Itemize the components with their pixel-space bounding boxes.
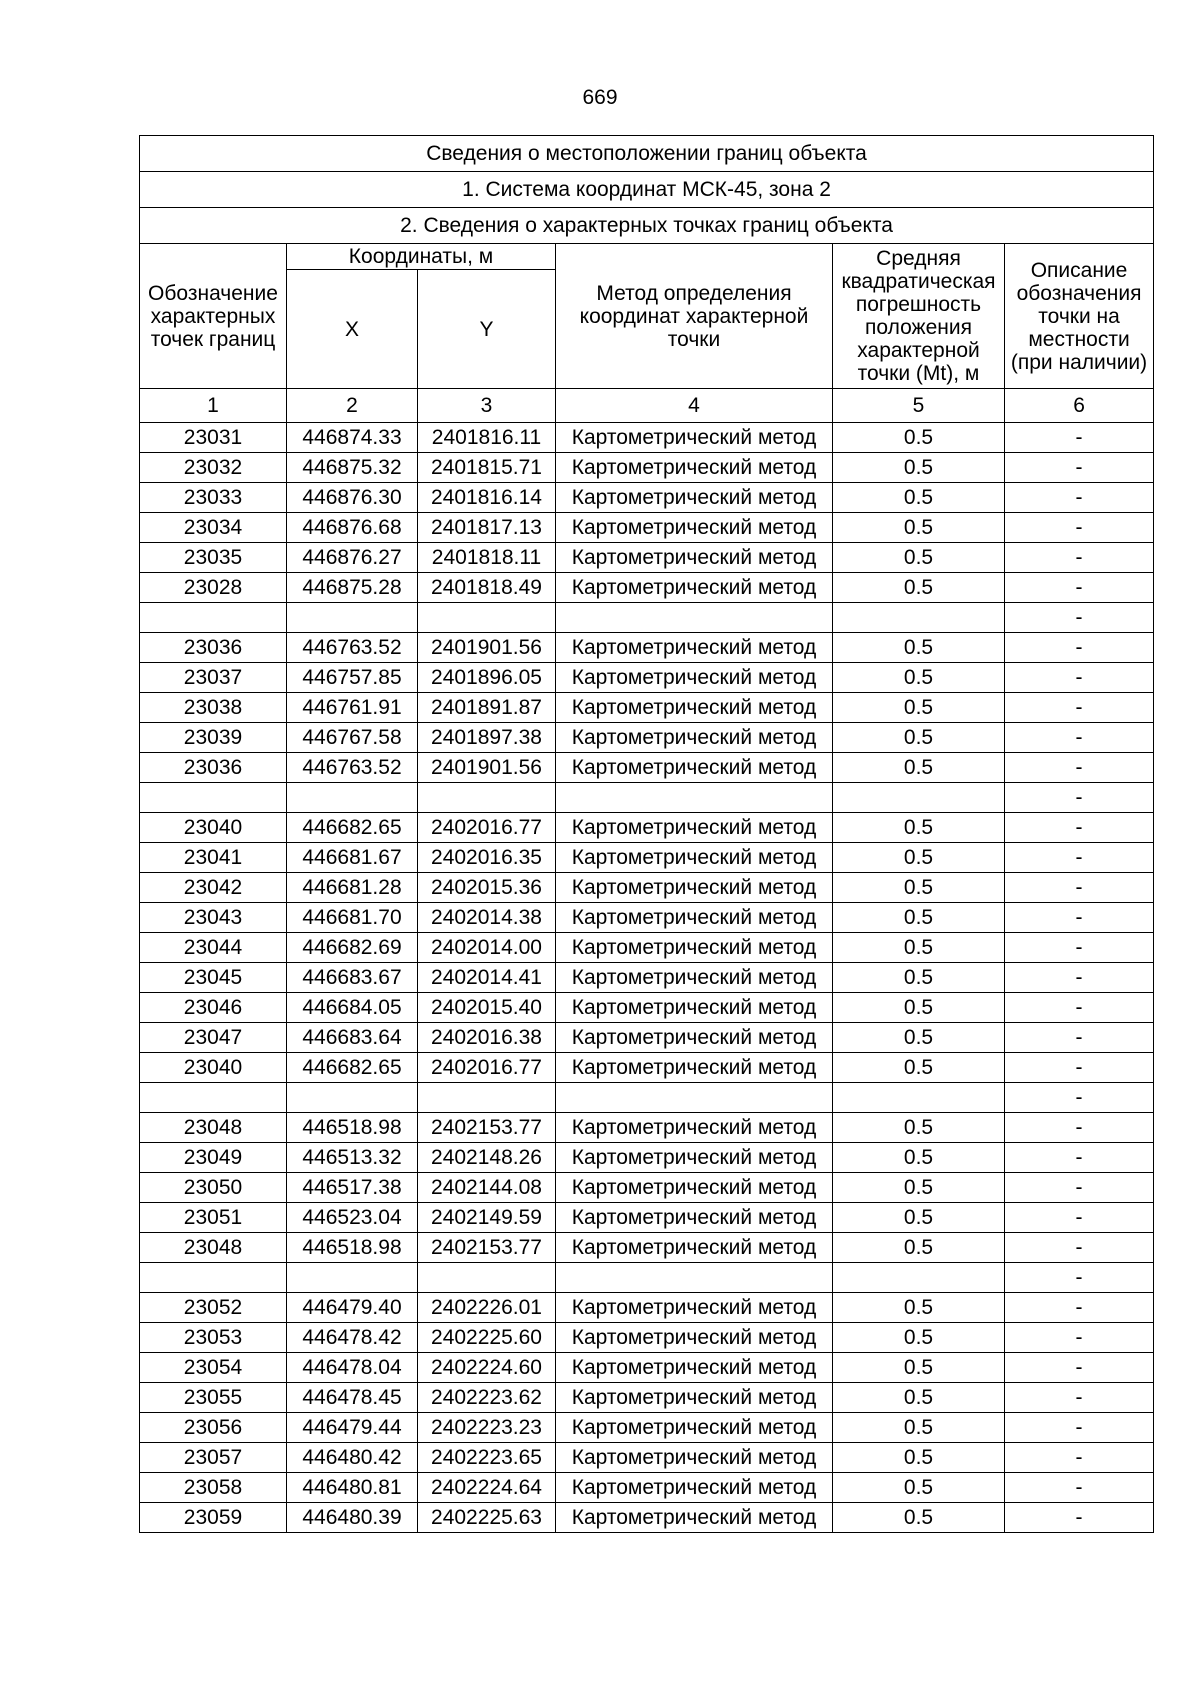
- cell-description: -: [1005, 573, 1154, 603]
- table-row: [140, 483, 1154, 513]
- cell-x: 446517.38: [287, 1173, 418, 1203]
- cell-method: [556, 1083, 833, 1113]
- cell-y: 2402016.38: [418, 1023, 556, 1053]
- cell-x: [287, 1083, 418, 1113]
- cell-x: 446683.64: [287, 1023, 418, 1053]
- cell-method: Картометрический метод: [556, 1353, 833, 1383]
- cell-point-id: [140, 1263, 287, 1293]
- table-row: [140, 843, 1154, 873]
- cell-error: 0.5: [833, 1443, 1005, 1473]
- cell-method: Картометрический метод: [556, 513, 833, 543]
- cell-point-id: 23034: [140, 513, 287, 543]
- cell-description: -: [1005, 903, 1154, 933]
- cell-error: 0.5: [833, 993, 1005, 1023]
- cell-point-id: 23047: [140, 1023, 287, 1053]
- cell-y: 2402223.65: [418, 1443, 556, 1473]
- cell-y: 2401901.56: [418, 753, 556, 783]
- cell-method: Картометрический метод: [556, 873, 833, 903]
- cell-error: 0.5: [833, 843, 1005, 873]
- table-row: [140, 633, 1154, 663]
- cell-point-id: 23045: [140, 963, 287, 993]
- cell-y: 2402016.77: [418, 1053, 556, 1083]
- cell-method: Картометрический метод: [556, 933, 833, 963]
- cell-method: Картометрический метод: [556, 843, 833, 873]
- table-row: [140, 453, 1154, 483]
- cell-method: Картометрический метод: [556, 453, 833, 483]
- cell-x: 446478.42: [287, 1323, 418, 1353]
- column-number: 3: [418, 389, 556, 423]
- cell-method: Картометрический метод: [556, 753, 833, 783]
- cell-x: 446479.44: [287, 1413, 418, 1443]
- cell-y: 2402148.26: [418, 1143, 556, 1173]
- cell-point-id: 23031: [140, 423, 287, 453]
- cell-description: -: [1005, 993, 1154, 1023]
- cell-method: Картометрический метод: [556, 1443, 833, 1473]
- cell-method: Картометрический метод: [556, 1053, 833, 1083]
- cell-error: 0.5: [833, 573, 1005, 603]
- cell-error: [833, 603, 1005, 633]
- cell-error: 0.5: [833, 1503, 1005, 1533]
- cell-y: 2401818.11: [418, 543, 556, 573]
- cell-description: -: [1005, 1203, 1154, 1233]
- cell-error: 0.5: [833, 483, 1005, 513]
- cell-y: 2402223.62: [418, 1383, 556, 1413]
- cell-error: [833, 1263, 1005, 1293]
- cell-point-id: 23035: [140, 543, 287, 573]
- cell-x: 446681.28: [287, 873, 418, 903]
- table-row: [140, 423, 1154, 453]
- cell-method: Картометрический метод: [556, 663, 833, 693]
- table-row: [140, 1083, 1154, 1113]
- cell-method: Картометрический метод: [556, 1323, 833, 1353]
- cell-description: -: [1005, 723, 1154, 753]
- cell-method: [556, 783, 833, 813]
- table-row: [140, 1353, 1154, 1383]
- cell-method: Картометрический метод: [556, 483, 833, 513]
- table-row: [140, 903, 1154, 933]
- table-row: [140, 1023, 1154, 1053]
- cell-y: 2402144.08: [418, 1173, 556, 1203]
- cell-description: -: [1005, 663, 1154, 693]
- cell-error: 0.5: [833, 1203, 1005, 1233]
- cell-x: 446478.45: [287, 1383, 418, 1413]
- cell-x: 446681.70: [287, 903, 418, 933]
- cell-point-id: 23033: [140, 483, 287, 513]
- cell-y: 2401891.87: [418, 693, 556, 723]
- cell-error: 0.5: [833, 1053, 1005, 1083]
- cell-x: 446875.28: [287, 573, 418, 603]
- cell-method: Картометрический метод: [556, 1023, 833, 1053]
- table-row: [140, 663, 1154, 693]
- cell-description: -: [1005, 1353, 1154, 1383]
- table-row: [140, 1113, 1154, 1143]
- section1-row: [140, 172, 1154, 208]
- cell-description: -: [1005, 1443, 1154, 1473]
- cell-error: 0.5: [833, 813, 1005, 843]
- cell-error: 0.5: [833, 453, 1005, 483]
- cell-x: 446684.05: [287, 993, 418, 1023]
- cell-description: -: [1005, 1383, 1154, 1413]
- cell-error: 0.5: [833, 663, 1005, 693]
- cell-method: Картометрический метод: [556, 1143, 833, 1173]
- table-row: [140, 813, 1154, 843]
- cell-point-id: 23053: [140, 1323, 287, 1353]
- cell-point-id: 23032: [140, 453, 287, 483]
- table-row: [140, 1053, 1154, 1083]
- boundary-points-table: [139, 135, 1154, 1533]
- table-row: [140, 963, 1154, 993]
- cell-method: Картометрический метод: [556, 993, 833, 1023]
- table-row: [140, 873, 1154, 903]
- cell-y: 2401897.38: [418, 723, 556, 753]
- cell-y: [418, 1263, 556, 1293]
- cell-y: 2401815.71: [418, 453, 556, 483]
- table-row: [140, 723, 1154, 753]
- cell-method: Картометрический метод: [556, 903, 833, 933]
- table-row: [140, 1203, 1154, 1233]
- cell-y: 2402224.64: [418, 1473, 556, 1503]
- cell-method: Картометрический метод: [556, 1413, 833, 1443]
- cell-error: 0.5: [833, 1383, 1005, 1413]
- column-number: 4: [556, 389, 833, 423]
- cell-error: 0.5: [833, 753, 1005, 783]
- cell-point-id: 23042: [140, 873, 287, 903]
- cell-x: 446761.91: [287, 693, 418, 723]
- cell-error: 0.5: [833, 1143, 1005, 1173]
- cell-point-id: 23028: [140, 573, 287, 603]
- cell-x: 446479.40: [287, 1293, 418, 1323]
- cell-x: 446513.32: [287, 1143, 418, 1173]
- cell-y: 2402223.23: [418, 1413, 556, 1443]
- cell-x: 446757.85: [287, 663, 418, 693]
- cell-error: 0.5: [833, 1173, 1005, 1203]
- cell-error: 0.5: [833, 1113, 1005, 1143]
- cell-method: Картометрический метод: [556, 1203, 833, 1233]
- cell-description: -: [1005, 633, 1154, 663]
- cell-point-id: 23057: [140, 1443, 287, 1473]
- cell-description: -: [1005, 513, 1154, 543]
- cell-y: 2402014.00: [418, 933, 556, 963]
- cell-description: -: [1005, 543, 1154, 573]
- table-title: Сведения о местоположении границ объекта: [140, 136, 1154, 172]
- table-row: [140, 783, 1154, 813]
- cell-x: 446480.81: [287, 1473, 418, 1503]
- cell-point-id: 23037: [140, 663, 287, 693]
- column-number: 2: [287, 389, 418, 423]
- header-description: Описание обозначения точки на местности (при наличии): [1005, 244, 1154, 389]
- cell-x: 446876.30: [287, 483, 418, 513]
- cell-x: 446518.98: [287, 1113, 418, 1143]
- header-coords: Координаты, м: [287, 244, 556, 270]
- table-row: [140, 1143, 1154, 1173]
- table-row: [140, 603, 1154, 633]
- table-row: [140, 1263, 1154, 1293]
- cell-error: 0.5: [833, 723, 1005, 753]
- cell-x: 446518.98: [287, 1233, 418, 1263]
- cell-x: [287, 783, 418, 813]
- header-y: Y: [418, 270, 556, 389]
- cell-description: -: [1005, 1113, 1154, 1143]
- cell-x: 446874.33: [287, 423, 418, 453]
- cell-point-id: 23039: [140, 723, 287, 753]
- cell-point-id: 23040: [140, 1053, 287, 1083]
- cell-error: 0.5: [833, 423, 1005, 453]
- cell-description: -: [1005, 1323, 1154, 1353]
- column-number: 1: [140, 389, 287, 423]
- cell-method: Картометрический метод: [556, 1293, 833, 1323]
- cell-method: Картометрический метод: [556, 1473, 833, 1503]
- header-x: X: [287, 270, 418, 389]
- cell-point-id: [140, 783, 287, 813]
- cell-y: 2401896.05: [418, 663, 556, 693]
- cell-y: [418, 603, 556, 633]
- cell-description: -: [1005, 483, 1154, 513]
- cell-error: 0.5: [833, 513, 1005, 543]
- cell-method: Картометрический метод: [556, 573, 833, 603]
- cell-y: [418, 1083, 556, 1113]
- cell-x: 446682.69: [287, 933, 418, 963]
- cell-y: [418, 783, 556, 813]
- table-row: [140, 693, 1154, 723]
- cell-description: -: [1005, 1413, 1154, 1443]
- cell-y: 2402016.35: [418, 843, 556, 873]
- cell-point-id: 23058: [140, 1473, 287, 1503]
- cell-error: 0.5: [833, 963, 1005, 993]
- cell-error: 0.5: [833, 933, 1005, 963]
- cell-description: -: [1005, 933, 1154, 963]
- cell-error: 0.5: [833, 1023, 1005, 1053]
- cell-point-id: 23044: [140, 933, 287, 963]
- coordinate-system-title: 1. Система координат МСК-45, зона 2: [140, 172, 1154, 208]
- table-row: [140, 1413, 1154, 1443]
- cell-point-id: 23050: [140, 1173, 287, 1203]
- cell-y: 2402225.63: [418, 1503, 556, 1533]
- cell-x: [287, 603, 418, 633]
- cell-method: Картометрический метод: [556, 423, 833, 453]
- table-row: [140, 753, 1154, 783]
- cell-method: Картометрический метод: [556, 723, 833, 753]
- cell-error: 0.5: [833, 1413, 1005, 1443]
- cell-y: 2401818.49: [418, 573, 556, 603]
- cell-description: -: [1005, 813, 1154, 843]
- cell-method: [556, 603, 833, 633]
- cell-description: -: [1005, 753, 1154, 783]
- cell-description: -: [1005, 1023, 1154, 1053]
- cell-y: 2402014.38: [418, 903, 556, 933]
- cell-description: -: [1005, 963, 1154, 993]
- cell-error: 0.5: [833, 1323, 1005, 1353]
- cell-x: 446763.52: [287, 753, 418, 783]
- table-row: [140, 1323, 1154, 1353]
- cell-point-id: 23048: [140, 1113, 287, 1143]
- cell-y: 2401901.56: [418, 633, 556, 663]
- cell-point-id: 23059: [140, 1503, 287, 1533]
- cell-error: 0.5: [833, 633, 1005, 663]
- cell-y: 2402153.77: [418, 1233, 556, 1263]
- cell-point-id: 23054: [140, 1353, 287, 1383]
- cell-point-id: 23038: [140, 693, 287, 723]
- cell-method: Картометрический метод: [556, 1383, 833, 1413]
- cell-error: [833, 1083, 1005, 1113]
- cell-description: -: [1005, 1233, 1154, 1263]
- column-number-row: [140, 389, 1154, 423]
- cell-point-id: [140, 1083, 287, 1113]
- table-row: [140, 573, 1154, 603]
- cell-method: Картометрический метод: [556, 963, 833, 993]
- cell-y: 2402153.77: [418, 1113, 556, 1143]
- cell-y: 2401816.14: [418, 483, 556, 513]
- cell-description: -: [1005, 603, 1154, 633]
- cell-point-id: 23046: [140, 993, 287, 1023]
- cell-description: -: [1005, 693, 1154, 723]
- cell-x: 446683.67: [287, 963, 418, 993]
- header-method: Метод определения координат характерной точки: [556, 244, 833, 389]
- cell-description: -: [1005, 873, 1154, 903]
- cell-x: 446767.58: [287, 723, 418, 753]
- cell-point-id: 23040: [140, 813, 287, 843]
- cell-x: 446876.27: [287, 543, 418, 573]
- cell-y: 2402226.01: [418, 1293, 556, 1323]
- cell-description: -: [1005, 1053, 1154, 1083]
- cell-point-id: 23036: [140, 633, 287, 663]
- cell-x: 446478.04: [287, 1353, 418, 1383]
- cell-method: Картометрический метод: [556, 693, 833, 723]
- section2-row: [140, 208, 1154, 244]
- cell-method: Картометрический метод: [556, 633, 833, 663]
- cell-x: 446682.65: [287, 1053, 418, 1083]
- cell-x: 446480.39: [287, 1503, 418, 1533]
- cell-description: -: [1005, 423, 1154, 453]
- table-row: [140, 993, 1154, 1023]
- cell-point-id: 23056: [140, 1413, 287, 1443]
- cell-description: -: [1005, 783, 1154, 813]
- cell-point-id: 23049: [140, 1143, 287, 1173]
- table-row: [140, 543, 1154, 573]
- cell-description: -: [1005, 1473, 1154, 1503]
- page-number: 669: [582, 86, 618, 109]
- cell-description: -: [1005, 1083, 1154, 1113]
- cell-y: 2402015.40: [418, 993, 556, 1023]
- cell-x: 446681.67: [287, 843, 418, 873]
- cell-point-id: 23036: [140, 753, 287, 783]
- cell-error: [833, 783, 1005, 813]
- cell-y: 2402225.60: [418, 1323, 556, 1353]
- cell-method: Картометрический метод: [556, 543, 833, 573]
- cell-x: 446523.04: [287, 1203, 418, 1233]
- cell-x: [287, 1263, 418, 1293]
- cell-description: -: [1005, 453, 1154, 483]
- cell-point-id: 23055: [140, 1383, 287, 1413]
- cell-method: Картометрический метод: [556, 813, 833, 843]
- cell-description: -: [1005, 843, 1154, 873]
- cell-point-id: 23043: [140, 903, 287, 933]
- cell-x: 446763.52: [287, 633, 418, 663]
- header-row-1: [140, 244, 1154, 270]
- cell-x: 446875.32: [287, 453, 418, 483]
- table-row: [140, 1383, 1154, 1413]
- cell-method: Картометрический метод: [556, 1173, 833, 1203]
- cell-y: 2402149.59: [418, 1203, 556, 1233]
- cell-y: 2402224.60: [418, 1353, 556, 1383]
- cell-error: 0.5: [833, 1233, 1005, 1263]
- header-point: Обозначение характерных точек границ: [140, 244, 287, 389]
- column-number: 6: [1005, 389, 1154, 423]
- cell-error: 0.5: [833, 1293, 1005, 1323]
- table-row: [140, 1473, 1154, 1503]
- cell-description: -: [1005, 1263, 1154, 1293]
- cell-y: 2402016.77: [418, 813, 556, 843]
- cell-description: -: [1005, 1173, 1154, 1203]
- cell-x: 446480.42: [287, 1443, 418, 1473]
- cell-error: 0.5: [833, 1473, 1005, 1503]
- cell-method: [556, 1263, 833, 1293]
- cell-error: 0.5: [833, 903, 1005, 933]
- cell-point-id: 23048: [140, 1233, 287, 1263]
- cell-y: 2401817.13: [418, 513, 556, 543]
- table-row: [140, 1293, 1154, 1323]
- table-body: [140, 136, 1154, 1533]
- table-row: [140, 1173, 1154, 1203]
- cell-method: Картометрический метод: [556, 1113, 833, 1143]
- cell-error: 0.5: [833, 1353, 1005, 1383]
- cell-error: 0.5: [833, 543, 1005, 573]
- table-row: [140, 933, 1154, 963]
- table-row: [140, 1443, 1154, 1473]
- cell-description: -: [1005, 1503, 1154, 1533]
- cell-y: 2401816.11: [418, 423, 556, 453]
- header-error: Средняя квадратическая погрешность положения характерной точки (Mt), м: [833, 244, 1005, 389]
- cell-description: -: [1005, 1293, 1154, 1323]
- table-row: [140, 1503, 1154, 1533]
- cell-point-id: 23051: [140, 1203, 287, 1233]
- table-row: [140, 1233, 1154, 1263]
- table-title-row: [140, 136, 1154, 172]
- cell-description: -: [1005, 1143, 1154, 1173]
- cell-point-id: 23041: [140, 843, 287, 873]
- cell-y: 2402015.36: [418, 873, 556, 903]
- cell-error: 0.5: [833, 873, 1005, 903]
- cell-method: Картометрический метод: [556, 1233, 833, 1263]
- cell-point-id: 23052: [140, 1293, 287, 1323]
- cell-y: 2402014.41: [418, 963, 556, 993]
- cell-x: 446876.68: [287, 513, 418, 543]
- points-section-title: 2. Сведения о характерных точках границ объекта: [140, 208, 1154, 244]
- cell-point-id: [140, 603, 287, 633]
- column-number: 5: [833, 389, 1005, 423]
- cell-x: 446682.65: [287, 813, 418, 843]
- cell-error: 0.5: [833, 693, 1005, 723]
- table-row: [140, 513, 1154, 543]
- cell-method: Картометрический метод: [556, 1503, 833, 1533]
